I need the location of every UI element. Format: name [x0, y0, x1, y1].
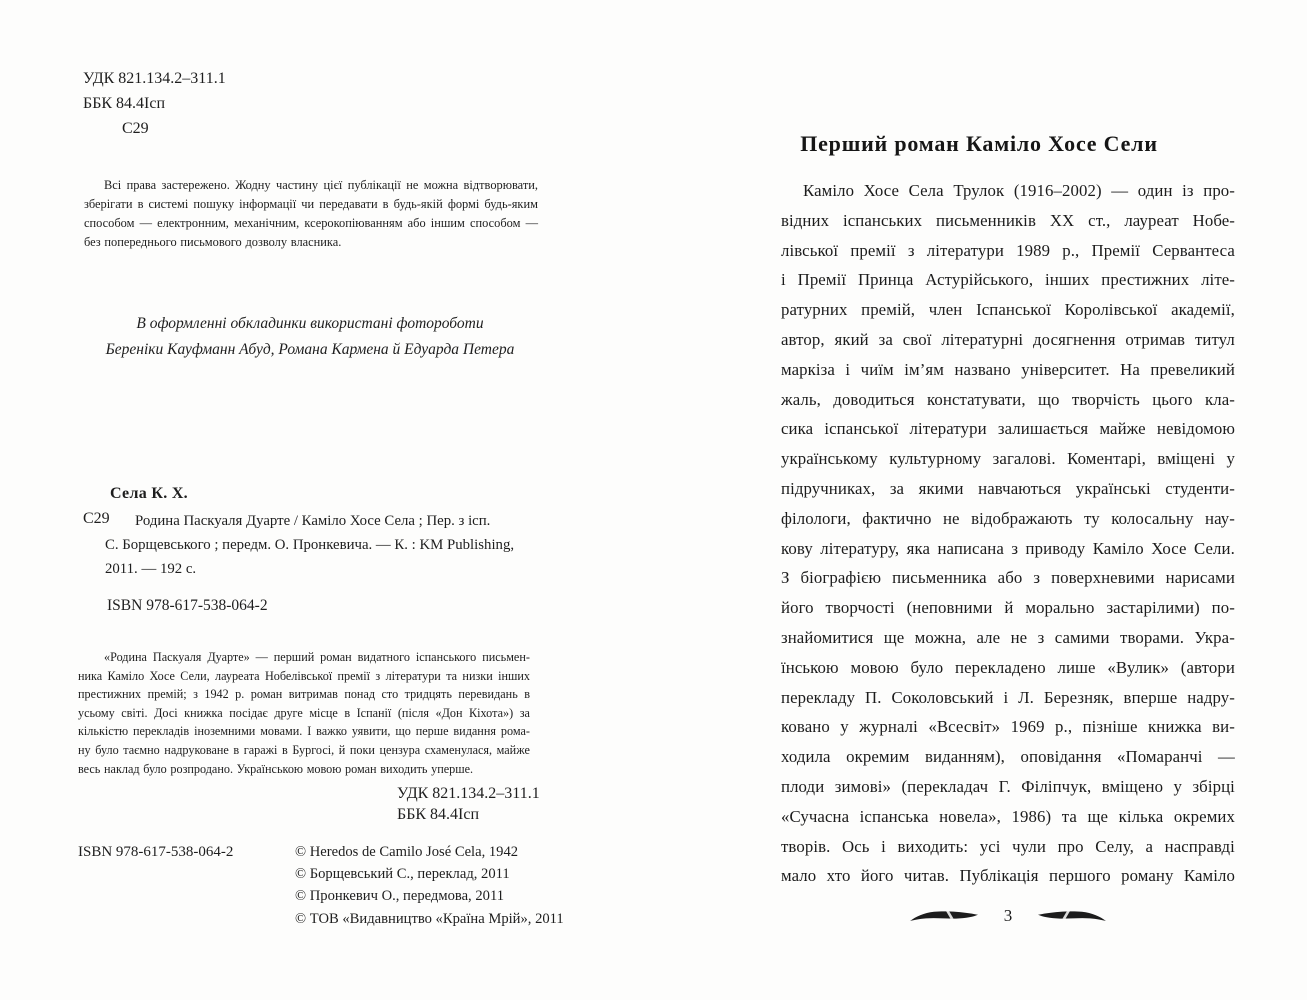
text-line: Береніки Кауфманн Абуд, Романа Кармена й Едуарда Петера	[105, 340, 515, 358]
text-line: жаль, доводиться констатувати, що творчість цього кла-	[781, 389, 1235, 409]
text-line: перекладу П. Соколовський і Л. Березняк, вперше надру-	[781, 687, 1235, 707]
text-line: 2011. — 192 с.	[105, 561, 197, 577]
text-line: відних іспанських письменників XX ст., лауреат Нобе-	[781, 210, 1235, 230]
text-line: кову літературу, яка написана з приводу Каміло Хосе Сели.	[781, 538, 1235, 558]
udk-bbk-block-bottom	[397, 784, 540, 825]
text-line: підручниках, за якими навчаються українські студенти-	[781, 478, 1235, 498]
text-line: усьому світі. Досі книжка посідає друге місце в Іспанії (після «Дон Кіхота») за	[78, 705, 530, 720]
text-line: філологи, фактично не відображають ту колосальну нау-	[781, 508, 1235, 528]
text-line: плоди зимові» (перекладач Г. Філіпчук, вміщено у збірці	[781, 776, 1235, 796]
text-line: ну було таємно надруковане в гаражі в Бургосі, й поки цензура схаменулася, майже	[78, 742, 530, 757]
book-annotation	[78, 648, 530, 778]
text-line: © Heredos de Camilo José Cela, 1942	[295, 844, 519, 860]
bbk-code-top: ББК 84.4Ісп	[83, 95, 166, 112]
chapter-title: Перший роман Каміло Хосе Сели	[800, 130, 1158, 156]
text-line: знайомитися ще можна, але не з самими творами. Укра-	[781, 627, 1235, 647]
text-line: Всі права застережено. Жодну частину цієї публікації не можна відтворювати,	[104, 178, 538, 192]
text-line: творів. Ось і виходить: усі чули про Селу, а насправді	[781, 836, 1235, 856]
isbn-number: ISBN 978-617-538-064-2	[107, 597, 268, 614]
intro-body-text	[781, 176, 1235, 891]
text-line: його творчості (неповними й морально застарілими) по-	[781, 598, 1235, 618]
text-line: автор, який за свої літературні досягнення отримав титул	[781, 329, 1235, 349]
knife-ornament-icon	[1036, 906, 1108, 926]
cover-photo-credit	[84, 311, 536, 362]
text-line: ковано у журналі «Всесвіт» 1969 р., пізніше книжка ви-	[781, 717, 1235, 737]
text-line: маркіза і чиїм ім’ям названо університет. На превеликий	[781, 359, 1235, 379]
page-footer	[781, 906, 1235, 926]
text-line: З біографією письменника або з поверхневими нарисами	[781, 568, 1235, 588]
text-line: способом — електронним, механічним, ксерокопіюванням або іншим способом —	[84, 216, 538, 230]
text-line: їнською мовою було перекладено лише «Вулик» (автори	[781, 657, 1235, 677]
catalog-code-top: С29	[122, 120, 149, 137]
copyright-list	[295, 841, 564, 930]
text-line: українському культурному загалові. Коментарі, вміщені у	[781, 449, 1235, 469]
text-line: © Пронкевич О., передмова, 2011	[295, 888, 505, 905]
text-line: ходила окремим виданням), оповідання «Помаранчі —	[781, 747, 1235, 767]
text-line: і Премії Принца Астурійського, інших престижних літе-	[781, 270, 1235, 290]
text-line: без попереднього письмового дозволу власника.	[84, 235, 342, 249]
text-line: В оформленні обкладинки використані фотороботи	[136, 315, 484, 332]
text-line: © Борщевський С., переклад, 2011	[295, 866, 510, 883]
catalog-entry-code: С29	[83, 510, 110, 527]
text-line: ника Каміло Хосе Сели, лауреата Нобелівської премії з літератури та низки інших	[78, 668, 530, 683]
bbk-code-bottom: ББК 84.4Ісп	[397, 805, 480, 823]
catalog-entry	[105, 509, 525, 581]
text-line: зберігати в системі пошуку інформації чи передавати в будь-якій формі будь-яким	[84, 197, 538, 211]
text-line: Каміло Хосе Села Трулок (1916–2002) — один із про-	[803, 181, 1235, 200]
page-number: 3	[1003, 906, 1013, 925]
text-line: престижних премій; з 1942 р. роман витримав понад сто тридцять перевидань в	[78, 687, 530, 702]
text-line: кількістю перекладів іноземними мовами. І важко уявити, що перше видання рома-	[78, 724, 530, 739]
udk-code-bottom: УДК 821.134.2–311.1	[397, 785, 540, 802]
text-line: мало хто його читав. Публікація першого роману Каміло	[781, 866, 1235, 886]
text-line: «Сучасна іспанська новела», 1986) та ще кілька окремих	[781, 806, 1235, 826]
udk-code-top: УДК 821.134.2–311.1	[83, 70, 226, 87]
text-line: весь наклад було розпродано. Українською мовою роман виходить уперше.	[78, 761, 474, 776]
rights-notice	[84, 176, 538, 252]
text-line: © ТОВ «Видавництво «Країна Мрій», 2011	[295, 910, 564, 927]
text-line: Родина Паскуаля Дуарте / Каміло Хосе Села ; Пер. з ісп.	[135, 513, 491, 529]
text-line: сика іспанської літератури залишається майже невідомою	[781, 419, 1235, 439]
text-line: лівської премії з літератури 1989 р., Премії Сервантеса	[781, 240, 1235, 260]
text-line: ратурних премій, член Іспанської Королівської академії,	[781, 300, 1235, 320]
text-line: С. Борщевського ; передм. О. Пронкевича. — К. : KM Publishing,	[105, 537, 515, 553]
author-heading: Села К. Х.	[110, 485, 188, 502]
knife-ornament-icon	[908, 906, 980, 926]
text-line: «Родина Паскуаля Дуарте» — перший роман видатного іспанського письмен-	[104, 650, 530, 664]
isbn-number-bottom: ISBN 978-617-538-064-2	[78, 844, 234, 860]
